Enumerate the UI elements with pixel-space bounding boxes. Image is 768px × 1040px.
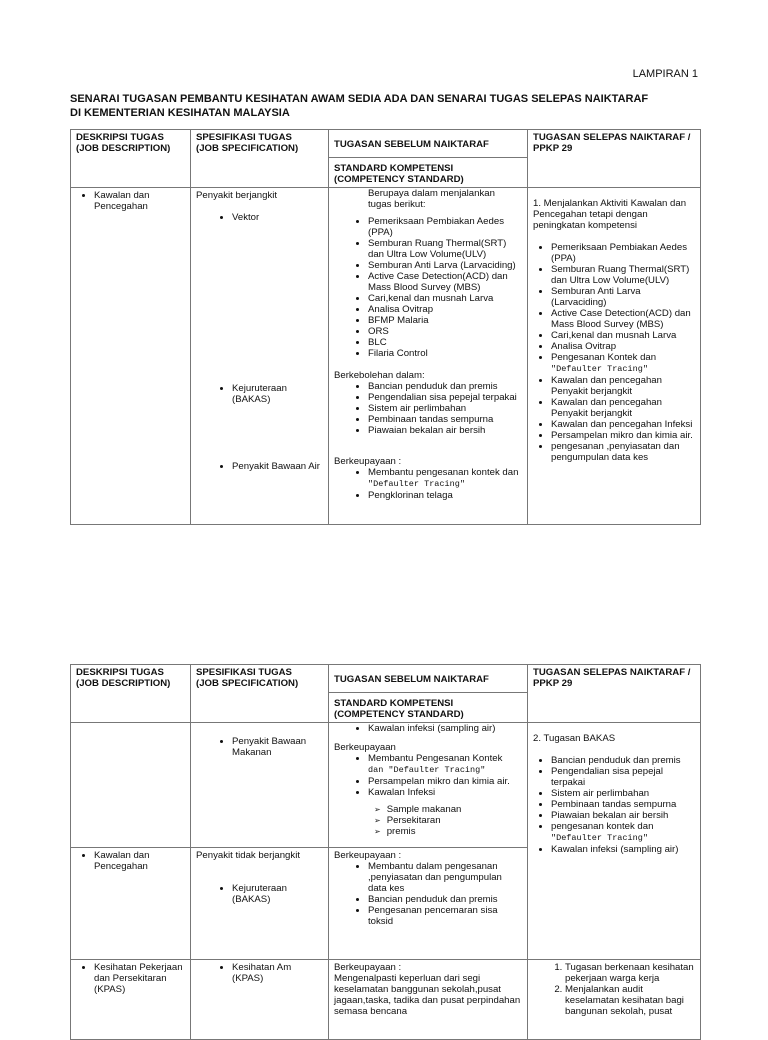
list-item: • pengesanan ,penyiasatan dan pengumpulan data kes (551, 441, 695, 463)
list-item: • Active Case Detection(ACD) dan Mass Blood Survey (MBS) (551, 308, 695, 330)
list-item: • Kawalan dan pencegahan Penyakit berjangkit (551, 375, 695, 397)
list-item: • Bancian penduduk dan premis (551, 755, 695, 766)
header-after-upgrade: TUGASAN SELEPAS NAIKTARAF / PPKP 29 (528, 130, 701, 188)
list-item: • Kawalan dan pencegahan Penyakit berjangkit (551, 397, 695, 419)
list-heading: 2. Tugasan BAKAS (533, 733, 616, 744)
header-job-specification: SPESIFIKASI TUGAS (JOB SPECIFICATION) (191, 130, 329, 188)
list-item: • Pembinaan tandas sempurna (551, 799, 695, 810)
list-item: • Semburan Anti Larva (Larvaciding) (551, 286, 695, 308)
list-item: • Kesihatan Am (KPAS) (232, 962, 323, 984)
header-job-description: DESKRIPSI TUGAS (JOB DESCRIPTION) (71, 665, 191, 723)
t1-job-description-cell (71, 188, 191, 525)
list-item: • Pemeriksaan Pembiakan Aedes (PPA) (368, 216, 522, 238)
list-item: 2. Menjalankan audit keselamatan kesihatan bagi bangunan sekolah, pusat (565, 984, 695, 1017)
list-item: ➢ Sample makanan (388, 804, 522, 815)
list-item: • Semburan Ruang Thermal(SRT) dan Ultra Low Volume(ULV) (551, 264, 695, 286)
t2-r2-job-specification-cell (191, 848, 329, 960)
list-item: • Kawalan dan pencegahan Infeksi (551, 419, 695, 430)
list-item: • Penyakit Bawaan Air (232, 461, 323, 472)
list-item: 1. Tugasan berkenaan kesihatan pekerjaan warga kerja (565, 962, 695, 984)
t2-r1-job-description-cell (71, 723, 191, 848)
t2-r1-competency-cell (329, 723, 528, 848)
t1-after-upgrade-cell (528, 188, 701, 525)
header-job-description: DESKRIPSI TUGAS (JOB DESCRIPTION) (71, 130, 191, 188)
list-item: • Pengendalian sisa pepejal terpakai (368, 392, 522, 403)
list-item: • Filaria Control (368, 348, 522, 359)
list-item: • ORS (368, 326, 522, 337)
list-item: • Kawalan infeksi (sampling air) (551, 844, 695, 855)
list-item: 1. Menjalankan Aktiviti Kawalan dan Pencegahan tetapi dengan peningkatan kompetensi (533, 198, 687, 231)
list-item: • Kawalan dan Pencegahan (94, 850, 185, 872)
list-item: • Sistem air perlimbahan (368, 403, 522, 414)
list-item: • Active Case Detection(ACD) dan Mass Blood Survey (MBS) (368, 271, 522, 293)
list-item: • Semburan Anti Larva (Larvaciding) (368, 260, 522, 271)
list-item: • Kesihatan Pekerjaan dan Persekitaran (KPAS) (94, 962, 185, 995)
duty-table-1 (70, 129, 701, 525)
list-heading: Berkeupayaan : (334, 456, 402, 467)
title-line-1: SENARAI TUGASAN PEMBANTU KESIHATAN AWAM SEDIA ADA DAN SENARAI TUGAS SELEPAS NAIKTARAF (70, 93, 649, 105)
list-item: • Bancian penduduk dan premis (368, 381, 522, 392)
list-item: • Analisa Ovitrap (551, 341, 695, 352)
header-after-upgrade: TUGASAN SELEPAS NAIKTARAF / PPKP 29 (528, 665, 701, 723)
list-item: • Piawaian bekalan air bersih (551, 810, 695, 821)
list-item: • BFMP Malaria (368, 315, 522, 326)
list-item: • Semburan Ruang Thermal(SRT) dan Ultra Low Volume(ULV) (368, 238, 522, 260)
t2-r3-competency-cell (329, 960, 528, 1040)
list-item: • pengesanan kontek dan "Defaulter Tracing" (551, 821, 695, 844)
list-item: • Pengesanan Kontek dan "Defaulter Tracing" (551, 352, 695, 375)
list-heading: Berkebolehan dalam: (334, 370, 425, 381)
t1-competency-cell (329, 188, 528, 525)
t2-after-upgrade-cell (528, 723, 701, 960)
list-item: • Pengendalian sisa pepejal terpakai (551, 766, 695, 788)
list-item: • Cari,kenal dan musnah Larva (551, 330, 695, 341)
list-item: • Membantu pengesanan kontek dan "Defaulter Tracing" (368, 467, 522, 490)
list-heading: Berkeupayaan (334, 742, 396, 753)
list-item: ➢ Persekitaran (388, 815, 522, 826)
header-competency-standard: STANDARD KOMPETENSI (COMPETENCY STANDARD) (329, 693, 528, 723)
list-item: • Cari,kenal dan musnah Larva (368, 293, 522, 304)
list-item: • Kawalan infeksi (sampling air) (368, 723, 522, 734)
list-item: • Sistem air perlimbahan (551, 788, 695, 799)
list-item: • Kejuruteraan (BAKAS) (232, 383, 323, 405)
list-item: • Penyakit Bawaan Makanan (232, 736, 323, 758)
header-job-specification: SPESIFIKASI TUGAS (JOB SPECIFICATION) (191, 665, 329, 723)
list-item: • Pengklorinan telaga (368, 490, 522, 501)
list-item: • Pengesanan pencemaran sisa toksid (368, 905, 522, 927)
list-item: Berupaya dalam menjalankan tugas berikut: (368, 188, 495, 210)
title-line-2: DI KEMENTERIAN KESIHATAN MALAYSIA (70, 107, 290, 119)
document-title (70, 92, 710, 120)
list-item: • Membantu Pengesanan Kontek dan "Defaulter Tracing" (368, 753, 522, 776)
list-item: • Pemeriksaan Pembiakan Aedes (PPA) (551, 242, 695, 264)
appendix-label: LAMPIRAN 1 (632, 68, 698, 80)
header-before-upgrade: TUGASAN SEBELUM NAIKTARAF (329, 665, 528, 693)
list-item: • Membantu dalam pengesanan ,penyiasatan dan pengumpulan data kes (368, 861, 522, 894)
duty-table-2 (70, 664, 701, 1040)
list-item: • Pembinaan tandas sempurna (368, 414, 522, 425)
t1-job-specification-cell (191, 188, 329, 525)
list-item: • BLC (368, 337, 522, 348)
t2-r2-job-description-cell (71, 848, 191, 960)
t2-r3-after-upgrade-cell (528, 960, 701, 1040)
list-heading: Berkeupayaan : (334, 962, 402, 973)
list-heading: Berkeupayaan : (334, 850, 402, 861)
list-item: • Analisa Ovitrap (368, 304, 522, 315)
header-before-upgrade: TUGASAN SEBELUM NAIKTARAF (329, 130, 528, 158)
list-item: • Vektor (232, 212, 323, 223)
t2-r2-competency-cell (329, 848, 528, 960)
t2-r3-job-description-cell (71, 960, 191, 1040)
list-item: • Persampelan mikro dan kimia air. (368, 776, 522, 787)
list-item: • Kawalan Infeksi (368, 787, 522, 798)
list-item: Penyakit berjangkit (196, 190, 278, 201)
list-item: • Piawaian bekalan air bersih (368, 425, 522, 436)
list-item: • Kejuruteraan (BAKAS) (232, 883, 323, 905)
list-item: Penyakit tidak berjangkit (196, 850, 300, 861)
list-item: • Kawalan dan Pencegahan (94, 190, 185, 212)
list-item: • Bancian penduduk dan premis (368, 894, 522, 905)
list-item: • Persampelan mikro dan kimia air. (551, 430, 695, 441)
t2-r1-job-specification-cell (191, 723, 329, 848)
list-item: ➢ premis (388, 826, 522, 837)
header-competency-standard: STANDARD KOMPETENSI (COMPETENCY STANDARD) (329, 158, 528, 188)
t2-r3-job-specification-cell (191, 960, 329, 1040)
list-item: Mengenalpasti keperluan dari segi keselamatan banggunan sekolah,pusat jagaan,taska, tadika dan pusat perpindahan semasa bencana (334, 973, 521, 1017)
